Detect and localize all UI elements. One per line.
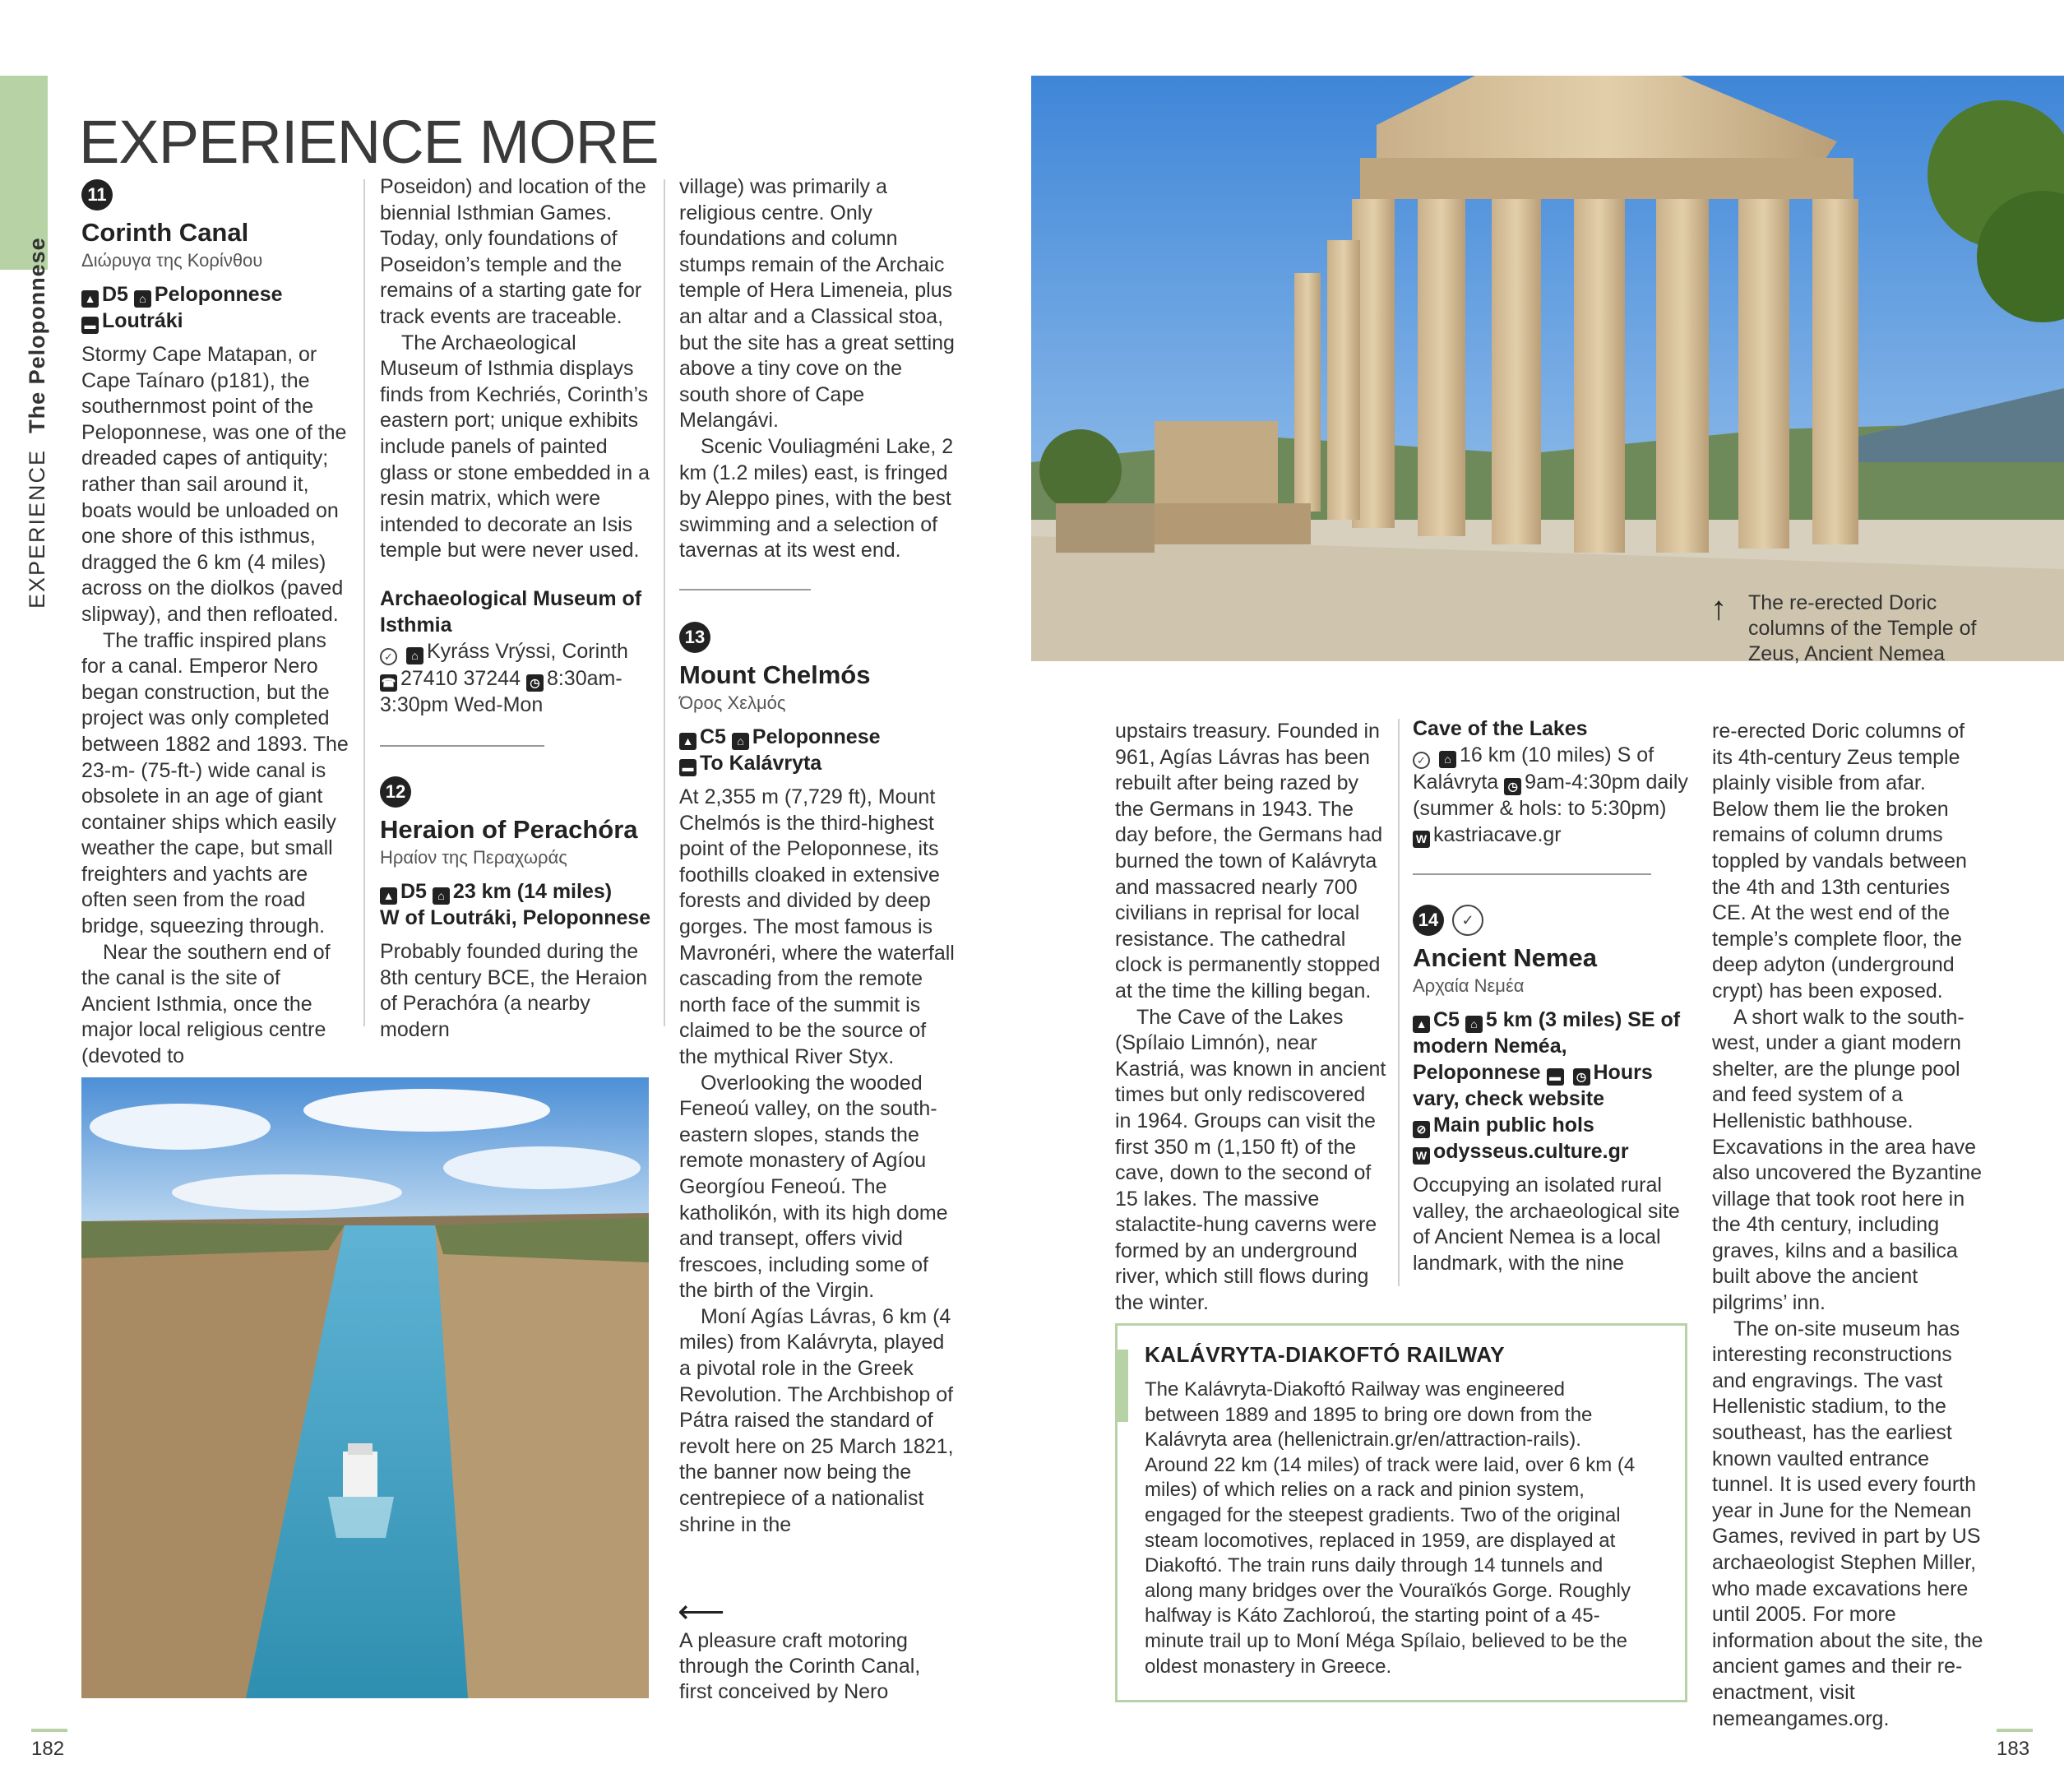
map-grid-icon: ▲ [380, 887, 397, 905]
web-icon: W [1413, 1147, 1430, 1165]
location-icon: ⌂ [433, 887, 450, 905]
nemea-heading: Ancient Nemea [1413, 943, 1597, 972]
chelmos-info: ▲ C5 ⌂ Peloponnese ▬ To Kalávryta [679, 724, 955, 776]
column-1 [81, 179, 353, 1070]
perachora-info: ▲ D5 ⌂ 23 km (14 miles) W of Loutráki, Peloponnese [380, 880, 651, 929]
location-icon: ⌂ [406, 647, 423, 664]
section-rule [1413, 873, 1651, 875]
ticket-icon: ✓ [1413, 752, 1430, 769]
chelmos-heading: Mount Chelmós [679, 660, 871, 689]
chelmos-body-2: Overlooking the wooded Feneoú valley, on the south-eastern slopes, stands the remote monastery of Agíou Georgíou Feneoú. The katholikón, with its high dome and transept, offers vivid frescoes, including some of the birth of the Virgin. [679, 1071, 948, 1303]
column-7 [1712, 719, 1983, 1732]
corinth-body-2: The traffic inspired plans for a canal. Emperor Nero began construction, but the project was only completed between 1882 and 1893. The 23-m- (75-ft-) wide canal is obsolete in an age of giant container ships which easily weather the cape, but small freighters and yachts are often seen from the road bridge, squeezing through. [81, 628, 349, 938]
isthmia-museum-heading: Archaeological Museum of Isthmia [380, 586, 642, 637]
ticket-icon: ✓ [1452, 905, 1483, 936]
page-number-mark-left [31, 1729, 67, 1732]
location-icon: ⌂ [1465, 1016, 1483, 1033]
cave-info: ✓ ⌂ 16 km (10 miles) S of Kalávryta ◷ 9am-4:30pm daily (summer & hols: to 5:30pm) W kastriacave.gr [1413, 743, 1688, 846]
railway-title: KALÁVRYTA-DIAKOFTÓ RAILWAY [1145, 1342, 1506, 1367]
chelmos-greek: Όρος Χελμός [679, 692, 786, 713]
spine-region: The Peloponnese [25, 237, 49, 433]
corinth-body-3: Near the southern end of the canal is the site of Ancient Isthmia, once the major local religious centre (devoted to [81, 940, 331, 1068]
column-divider [1398, 719, 1400, 1286]
nemea-body-3: A short walk to the south-west, under a giant modern shelter, are the plunge pool and feed system of a Hellenistic bathhouse. Excavations in the area have also uncovered the Byzantine village that took root here in the 4th century, including graves, kilns and a basilica built above the ancient pilgrims’ inn. [1712, 1005, 1982, 1315]
corinth-canal-heading: Corinth Canal [81, 218, 249, 247]
ticket-icon: ✓ [380, 648, 397, 665]
column-2 [380, 174, 655, 726]
web-icon: W [1413, 831, 1430, 848]
clock-icon: ◷ [1504, 778, 1521, 795]
spine-label [25, 237, 50, 609]
arrow-up-icon: ↑ [1710, 590, 1727, 627]
location-icon: ⌂ [732, 733, 749, 750]
entry-number-12: 12 [380, 776, 655, 808]
bus-icon: ▬ [81, 317, 99, 334]
nemea-body-1: Occupying an isolated rural valley, the archaeological site of Ancient Nemea is a local landmark, with the nine [1413, 1174, 1680, 1275]
railway-box-accent [1115, 1350, 1128, 1422]
corinth-body-4: Poseidon) and location of the biennial Isthmian Games. Today, only foundations of Poseidon’s temple and the remains of a starting gate for track events are traceable. [380, 175, 646, 328]
section-rule [380, 745, 544, 747]
location-icon: ⌂ [134, 290, 151, 308]
nemea-greek: Αρχαία Νεμέα [1413, 975, 1525, 996]
arrow-left-icon: ⟵ [678, 1594, 725, 1630]
railway-text: The Kalávryta-Diakoftó Railway was engineered between 1889 and 1895 to bring ore down from the Kalávryta area (hellenictrain.gr/en/attraction-rails). Around 22 km (14 miles) of track were laid, over 6 km (4 miles) of which relies on a rack and pinion system, engaged for the steepest gradients. Two of the original steam locomotives, replaced in 1959, are displayed at Diakoftó. The train runs daily through 14 tunnels and along many bridges over the Vouraïkós Gorge. Roughly halfway is Káto Zachloroú, the starting point of a 45-minute trail up to Moní Méga Spílaio, believed to be the oldest monastery in Greece. [1145, 1378, 1636, 1678]
perachora-body-1: Probably founded during the 8th century BCE, the Heraion of Perachóra (a nearby modern [380, 940, 648, 1041]
chelmos-body-5: The Cave of the Lakes (Spílaio Limnón), near Kastriá, was known in ancient times but only rediscovered in 1964. Groups can visit the first 350 m (1,150 ft) of the cave, down to the second of 15 lakes. The massive stalactite-hung caverns were formed by an underground river, which still flows during the winter. [1115, 1005, 1386, 1315]
page-title: EXPERIENCE MORE [79, 107, 659, 176]
clock-icon: ◷ [1573, 1068, 1590, 1086]
map-grid-icon: ▲ [679, 733, 696, 750]
chelmos-body-1: At 2,355 m (7,729 ft), Mount Chelmós is the third-highest point of the Peloponnese, its foothills cloaked in extensive forests and divided by deep gorges. The most famous is Mavronéri, where the waterfall cascading from the remote north face of the summit is claimed to be the source of the mythical River Styx. [679, 785, 955, 1068]
page-number-right: 183 [1997, 1738, 2030, 1760]
entry-number-14: 14 ✓ [1413, 905, 1692, 936]
isthmia-museum-info: ✓ ⌂ Kyráss Vrýssi, Corinth ☎ 27410 37244 ◷ 8:30am-3:30pm Wed-Mon [380, 639, 628, 716]
map-grid-icon: ▲ [81, 290, 99, 308]
section-rule [679, 589, 811, 590]
column-5 [1115, 719, 1386, 1317]
bus-icon: ▬ [679, 759, 696, 776]
nemea-caption: The re-erected Doric columns of the Temple of Zeus, Ancient Nemea [1748, 591, 1977, 665]
perachora-body-3: Scenic Vouliagméni Lake, 2 km (1.2 miles) east, is fringed by Aleppo pines, with the best swimming and a selection of tavernas at its west end. [679, 434, 954, 563]
chelmos-body-3: Moní Agías Lávras, 6 km (4 miles) from Kalávryta, played a pivotal role in the Greek Revolution. The Archbishop of Pátra raised the standard of revolt here on 25 March 1821, the banner now being the centrepiece of a nationalist shrine in the [679, 1304, 954, 1536]
perachora-greek: Ηραίον της Περαχωράς [380, 847, 567, 868]
nemea-entry [1413, 905, 1692, 1276]
nemea-info: ▲ C5 ⌂ 5 km (3 miles) SE of modern Neméa, Peloponnese ▬ ◷ Hours vary, check website ⊘ Main public hols W odysseus.culture.gr [1413, 1008, 1681, 1163]
perachora-entry [380, 776, 655, 1043]
bus-icon: ▬ [1547, 1068, 1564, 1086]
perachora-heading: Heraion of Perachóra [380, 815, 638, 844]
column-divider [664, 179, 665, 1026]
column-divider [363, 179, 365, 1026]
page-number-mark-right [1997, 1729, 2033, 1732]
phone-icon: ☎ [380, 674, 397, 692]
closed-icon: ⊘ [1413, 1121, 1430, 1138]
nemea-body-4: The on-site museum has interesting reconstructions and engravings. The vast Hellenistic stadium, to the southeast, has the earliest known vaulted entrance tunnel. It is used every fourth year in June for the Nemean Games, revived in part by US archaeologist Stephen Miller, who made excavations here until 2005. For more information about the site, the ancient games and their re-enactment, visit nemeangames.org. [1712, 1317, 1983, 1730]
column-3 [679, 174, 955, 564]
nemea-temple-photo [1031, 76, 2064, 661]
corinth-body-1: Stormy Cape Matapan, or Cape Taínaro (p181), the southernmost point of the Peloponnese, was one of the dreaded capes of antiquity; rather than sail around it, boats would be unloaded on one shore of this isthmus, dragged the 6 km (4 miles) across on the diolkos (paved slipway), and then refloated. [81, 343, 347, 626]
nemea-body-2: re-erected Doric columns of its 4th-century Zeus temple plainly visible from afar. Below them lie the broken remains of column drums toppled by vandals between the 4th and 13th centuries CE. At the west end of the temple’s complete floor, the deep adyton (underground crypt) has been exposed. [1712, 720, 1967, 1003]
column-6 [1413, 715, 1692, 856]
chelmos-body-4: upstairs treasury. Founded in 961, Agías Lávras has been rebuilt after being razed by the Germans in 1943. The day before, the Germans had burned the town of Kalávryta and massacred nearly 700 civilians in reprisal for local resistance. The cathedral clock is permanently stopped at the time the killing began. [1115, 720, 1383, 1003]
chelmos-entry [679, 622, 955, 1538]
page-number-left: 182 [31, 1738, 65, 1760]
corinth-body-5: The Archaeological Museum of Isthmia displays finds from Kechriés, Corinth’s eastern port; unique exhibits include panels of painted glass or stone embedded in a resin matrix, which were intended to decorate an Isis temple but were never used. [380, 331, 650, 563]
cave-heading: Cave of the Lakes [1413, 717, 1588, 740]
entry-number-11: 11 [81, 179, 353, 211]
corinth-info: ▲ D5 ⌂ Peloponnese ▬ Loutráki [81, 281, 353, 334]
corinth-canal-photo [81, 1077, 649, 1698]
canal-caption: A pleasure craft motoring through the Corinth Canal, first conceived by Nero [679, 1629, 921, 1703]
spine-section: EXPERIENCE [25, 448, 49, 609]
location-icon: ⌂ [1439, 751, 1456, 768]
map-grid-icon: ▲ [1413, 1016, 1430, 1033]
perachora-body-2: village) was primarily a religious centre. Only foundations and column stumps remain of the Archaic temple of Hera Limeneia, plus an altar and a Classical stoa, but the site has a great setting above a tiny cove on the south shore of Cape Melangávi. [679, 175, 955, 433]
clock-icon: ◷ [526, 674, 544, 692]
entry-number-13: 13 [679, 622, 955, 653]
corinth-canal-greek: Διώρυγα της Κορίνθου [81, 250, 263, 271]
